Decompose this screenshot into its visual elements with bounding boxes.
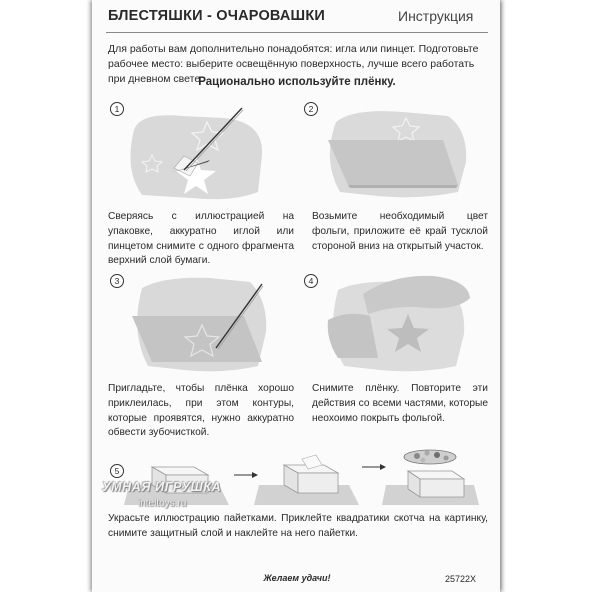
step-1-text: Сверяясь с иллюстрацией на упаковке, аккуратно иглой или пинцетом снимите с одного фрагмента верхний слой бумаги. xyxy=(108,211,294,267)
step-4-text: Снимите плёнку. Повторите эти действия со всеми частями, которые неохоимо покрыть фольгой. xyxy=(312,383,488,424)
product-code: 25722X xyxy=(445,574,477,584)
step-2-illustration xyxy=(308,100,488,205)
step-1-illustration xyxy=(112,100,292,205)
step-5-text: Украсьте иллюстрацию пайетками. Приклейте квадратики скотча на картинку, снимите защитный слой и наклейте на него пайетки. xyxy=(108,513,488,539)
intro-text: Для работы вам дополнительно понадобятся: игла или пинцет. Подготовьте рабочее место: выберите освещённую поверхность, лучше всего работать при дневном свете. xyxy=(108,43,479,85)
header-divider xyxy=(106,32,488,33)
step-1-number: 1 xyxy=(110,102,124,116)
step-3-text: Пригладьте, чтобы плёнка хорошо приклеилась, при этом контуры, которые проявятся, нужно аккуратно обвести зубочисткой. xyxy=(108,383,294,439)
step-2-number: 2 xyxy=(304,102,318,116)
step-2-text: Возьмите необходимый цвет фольги, приложите её край тусклой стороной вниз на открытый участок. xyxy=(312,211,488,252)
footer-wish: Желаем удачи! xyxy=(263,573,331,583)
watermark-url: inteltoys.ru xyxy=(138,498,187,509)
step-5-number: 5 xyxy=(110,464,124,478)
watermark-name: УМНАЯ ИГРУШКА xyxy=(102,480,222,494)
step-3-number: 3 xyxy=(110,274,124,288)
page-subtitle: Инструкция xyxy=(398,8,474,24)
page-title: БЛЕСТЯШКИ - ОЧАРОВАШКИ xyxy=(108,8,325,24)
step-4-illustration xyxy=(308,270,488,380)
watermark xyxy=(96,478,232,516)
section-heading: Рационально используйте плёнку. xyxy=(198,76,396,88)
step-3-illustration xyxy=(112,270,292,380)
step-4-number: 4 xyxy=(304,274,318,288)
